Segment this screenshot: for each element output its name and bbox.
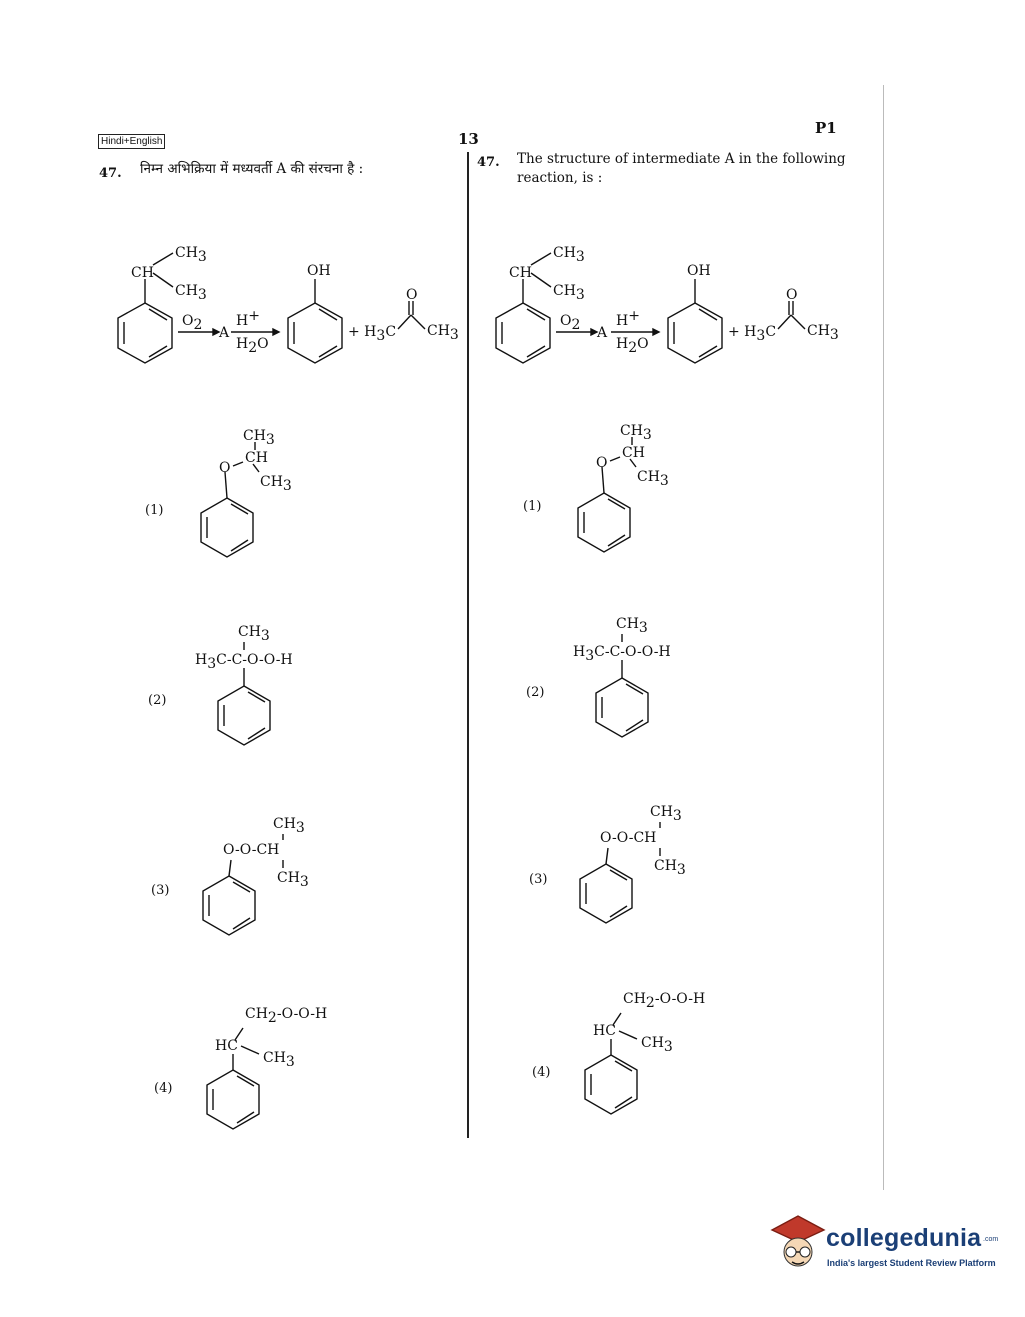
reaction-scheme-left	[105, 235, 465, 375]
svg-text:O2: O2	[560, 313, 581, 333]
svg-text:CH3: CH3	[641, 1035, 673, 1055]
svg-text:CH: CH	[622, 445, 645, 461]
svg-text:CH: CH	[245, 450, 268, 466]
svg-text:CH: CH	[509, 265, 532, 281]
svg-text:HC: HC	[215, 1038, 238, 1054]
svg-text:CH3: CH3	[260, 474, 292, 494]
svg-text:+ H3C: + H3C	[728, 324, 777, 344]
svg-text:H+: H+	[236, 308, 260, 329]
option-4-structure-right	[573, 985, 743, 1115]
option-3-structure-right	[572, 800, 722, 930]
option-3-label-right: (3)	[529, 872, 548, 887]
svg-text:CH3: CH3	[620, 423, 652, 443]
svg-text:CH3: CH3	[238, 624, 270, 644]
svg-text:CH3: CH3	[175, 245, 207, 265]
question-number-english: 47.	[477, 155, 500, 170]
brand-tagline: India's largest Student Review Platform	[827, 1258, 996, 1268]
svg-text:CH3: CH3	[650, 804, 682, 824]
option-1-label-right: (1)	[523, 499, 542, 514]
svg-text:CH3: CH3	[654, 858, 686, 878]
brand-suffix: .com	[983, 1236, 999, 1243]
svg-text:O: O	[596, 455, 608, 471]
svg-text:CH3: CH3	[273, 816, 305, 836]
option-4-label-right: (4)	[532, 1065, 551, 1080]
option-2-label-left: (2)	[148, 693, 167, 708]
column-divider	[467, 152, 469, 1138]
svg-text:H2O: H2O	[616, 336, 649, 356]
option-2-label-right: (2)	[526, 685, 545, 700]
brand-name: collegedunia	[826, 1224, 982, 1252]
option-1-structure-left	[195, 420, 315, 555]
svg-text:CH3: CH3	[243, 428, 275, 448]
svg-text:HC: HC	[593, 1023, 616, 1039]
svg-text:CH3: CH3	[553, 245, 585, 265]
svg-text:CH3: CH3	[427, 323, 459, 343]
paper-code: P1	[815, 119, 837, 137]
svg-text:O-O-CH: O-O-CH	[223, 842, 280, 858]
collegedunia-logo-icon	[768, 1212, 828, 1278]
svg-text:CH3: CH3	[637, 469, 669, 489]
svg-text:H3C-C-O-O-H: H3C-C-O-O-H	[573, 644, 671, 664]
svg-text:O-O-CH: O-O-CH	[600, 830, 657, 846]
svg-text:A: A	[597, 325, 608, 341]
svg-text:O: O	[406, 287, 418, 303]
page-number: 13	[458, 130, 479, 148]
svg-text:CH3: CH3	[553, 283, 585, 303]
question-text-hindi: निम्न अभिक्रिया में मध्यवर्ती A की संरचना है :	[140, 161, 364, 177]
option-3-label-left: (3)	[151, 883, 170, 898]
option-4-label-left: (4)	[154, 1081, 173, 1096]
question-number-hindi: 47.	[99, 166, 122, 181]
svg-text:CH2-O-O-H: CH2-O-O-H	[245, 1006, 328, 1026]
option-2-structure-right	[573, 612, 733, 742]
svg-text:CH3: CH3	[616, 616, 648, 636]
svg-text:H+: H+	[616, 308, 640, 329]
option-3-structure-left	[195, 812, 345, 942]
option-1-structure-right	[572, 415, 692, 550]
option-1-label-left: (1)	[145, 503, 164, 518]
svg-text:H2O: H2O	[236, 336, 269, 356]
svg-text:A: A	[219, 325, 230, 341]
svg-text:O: O	[219, 460, 231, 476]
svg-text:OH: OH	[307, 263, 331, 279]
svg-text:CH2-O-O-H: CH2-O-O-H	[623, 991, 706, 1011]
svg-text:O2: O2	[182, 313, 203, 333]
svg-text:+ H3C: + H3C	[348, 324, 397, 344]
reaction-scheme-right	[483, 235, 853, 375]
svg-text:OH: OH	[687, 263, 711, 279]
svg-text:CH3: CH3	[263, 1050, 295, 1070]
option-4-structure-left	[195, 1000, 365, 1130]
svg-text:O: O	[786, 287, 798, 303]
question-text-english: The structure of intermediate A in the following reaction, is :	[517, 151, 846, 186]
svg-text:CH3: CH3	[807, 323, 839, 343]
option-2-structure-left	[195, 620, 355, 750]
language-tag: Hindi+English	[98, 134, 165, 149]
svg-text:CH3: CH3	[175, 283, 207, 303]
svg-text:CH: CH	[131, 265, 154, 281]
svg-text:H3C-C-O-O-H: H3C-C-O-O-H	[195, 652, 293, 672]
svg-text:CH3: CH3	[277, 870, 309, 890]
page-edge-line	[883, 85, 884, 1190]
